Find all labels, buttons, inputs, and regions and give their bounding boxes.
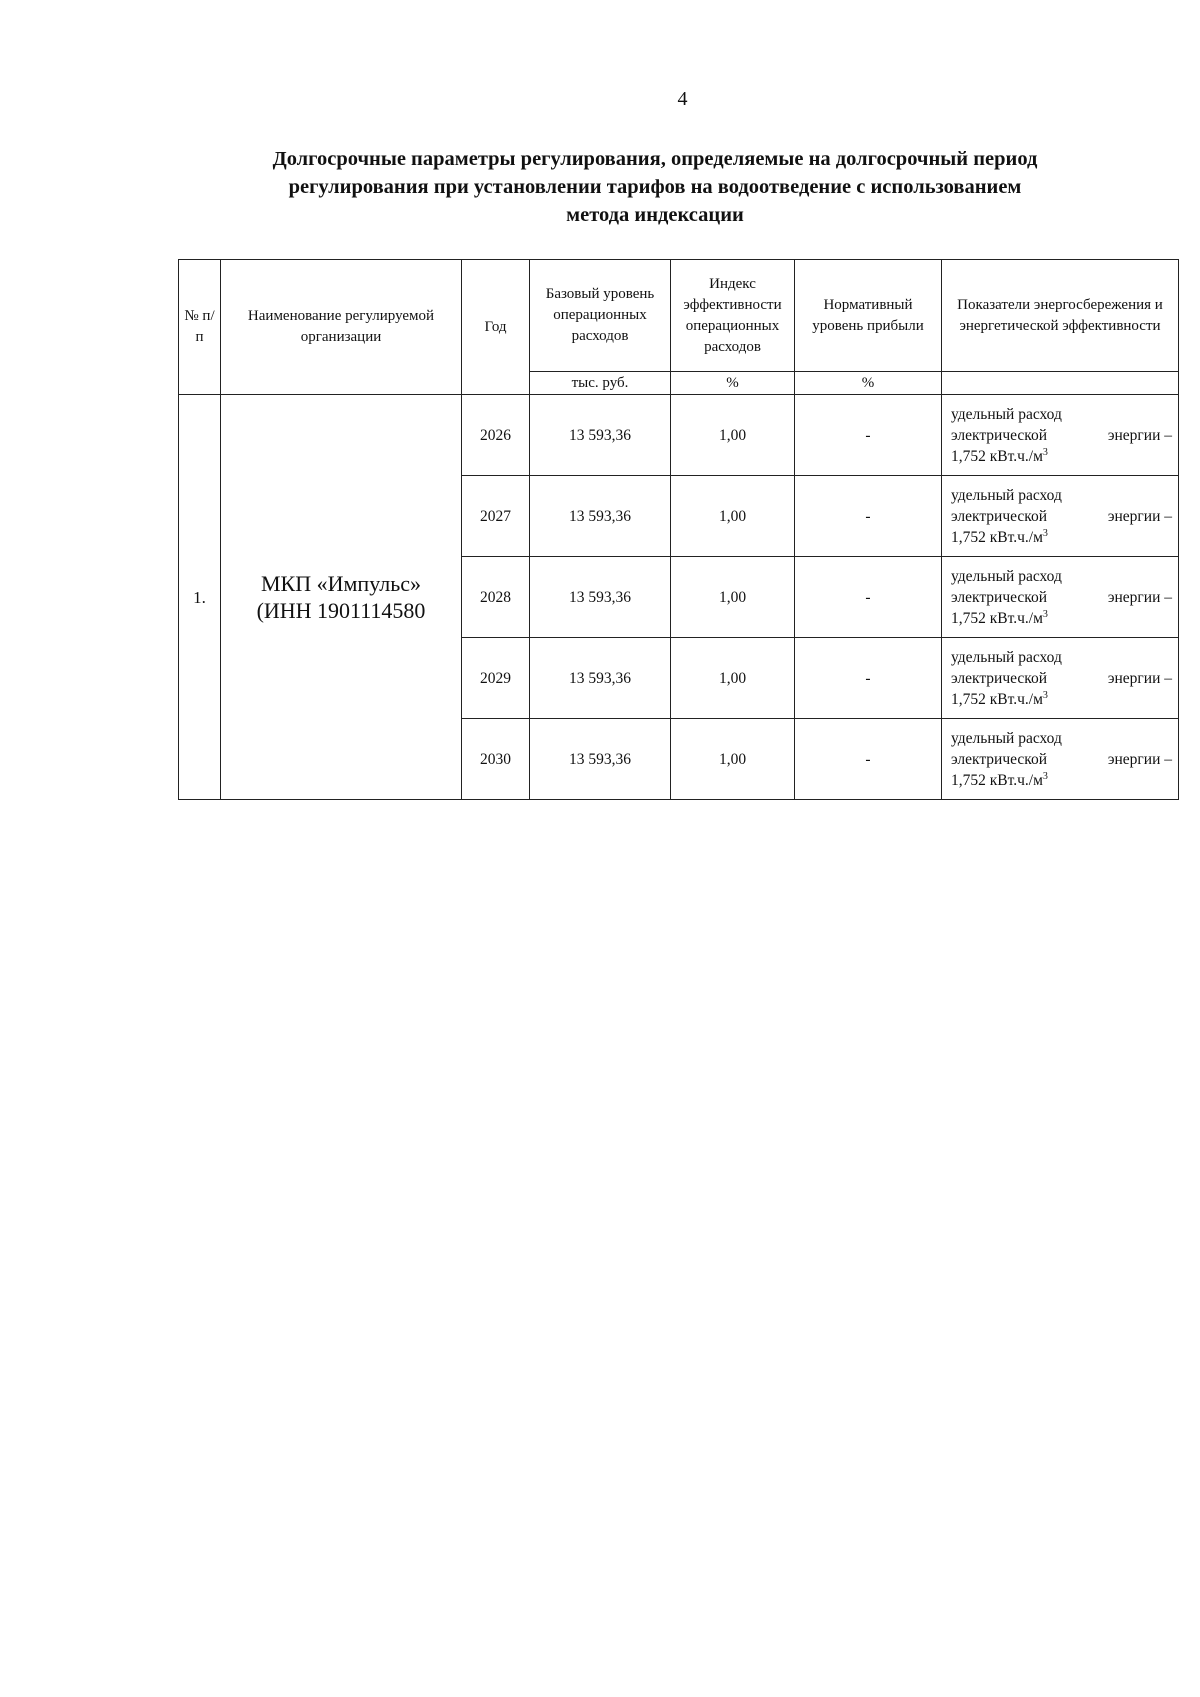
indicator-value-exponent: 3 xyxy=(1042,446,1048,458)
indicator-value-exponent: 3 xyxy=(1042,770,1048,782)
efficiency-index-cell: 1,00 xyxy=(671,719,795,800)
year-cell: 2029 xyxy=(462,638,530,719)
indicator-word: энергии – xyxy=(1107,750,1172,768)
header-profit-level: Нормативный уровень прибыли xyxy=(795,260,942,372)
indicator-line xyxy=(951,425,1172,446)
organization-cell xyxy=(221,395,462,800)
table-header-row xyxy=(179,260,1179,372)
year-cell: 2027 xyxy=(462,476,530,557)
document-title xyxy=(180,145,1130,229)
header-organization: Наименование регулируемой организации xyxy=(221,260,462,395)
efficiency-index-cell: 1,00 xyxy=(671,395,795,476)
energy-indicator-cell xyxy=(942,719,1179,800)
efficiency-index-cell: 1,00 xyxy=(671,638,795,719)
energy-indicator-cell xyxy=(942,395,1179,476)
efficiency-index-cell: 1,00 xyxy=(671,476,795,557)
indicator-word: энергии – xyxy=(1107,507,1172,525)
document-title-line: метода индексации xyxy=(566,204,744,226)
indicator-word: электрической xyxy=(951,669,1048,687)
indicator-value xyxy=(951,770,1172,791)
indicator-word: энергии – xyxy=(1107,669,1172,687)
indicator-word: энергии – xyxy=(1107,426,1172,444)
indicator-line xyxy=(951,506,1172,527)
header-base-opex: Базовый уровень операционных расходов xyxy=(530,260,671,372)
unit-energy-indicators xyxy=(942,372,1179,395)
indicator-value-text: 1,752 кВт.ч./м xyxy=(951,528,1043,546)
document-title-line: Долгосрочные параметры регулирования, определяемые на долгосрочный период xyxy=(272,148,1038,170)
indicator-value-text: 1,752 кВт.ч./м xyxy=(951,771,1043,789)
header-year: Год xyxy=(462,260,530,395)
energy-indicator-cell xyxy=(942,557,1179,638)
indicator-line xyxy=(951,749,1172,770)
indicator-line: удельный расход xyxy=(951,405,1062,423)
profit-level-cell: - xyxy=(795,638,942,719)
base-opex-cell: 13 593,36 xyxy=(530,719,671,800)
year-cell: 2026 xyxy=(462,395,530,476)
unit-profit-level: % xyxy=(795,372,942,395)
table-row xyxy=(179,395,1179,476)
organization-name: МКП «Импульс» xyxy=(260,571,421,596)
year-cell: 2030 xyxy=(462,719,530,800)
regulation-parameters-table xyxy=(178,259,1179,800)
indicator-value-exponent: 3 xyxy=(1042,527,1048,539)
indicator-line: удельный расход xyxy=(951,567,1062,585)
row-number-cell: 1. xyxy=(179,395,221,800)
indicator-word: электрической xyxy=(951,426,1048,444)
document-title-line: регулирования при установлении тарифов на водоотведение с использованием xyxy=(288,176,1022,198)
unit-efficiency-index: % xyxy=(671,372,795,395)
unit-base-opex: тыс. руб. xyxy=(530,372,671,395)
page-number: 4 xyxy=(677,88,688,110)
indicator-word: электрической xyxy=(951,507,1048,525)
indicator-value-text: 1,752 кВт.ч./м xyxy=(951,609,1043,627)
indicator-word: энергии – xyxy=(1107,588,1172,606)
indicator-value-text: 1,752 кВт.ч./м xyxy=(951,447,1043,465)
indicator-value xyxy=(951,446,1172,467)
profit-level-cell: - xyxy=(795,476,942,557)
indicator-line xyxy=(951,587,1172,608)
energy-indicator-cell xyxy=(942,476,1179,557)
profit-level-cell: - xyxy=(795,719,942,800)
indicator-value xyxy=(951,527,1172,548)
base-opex-cell: 13 593,36 xyxy=(530,476,671,557)
profit-level-cell: - xyxy=(795,395,942,476)
profit-level-cell: - xyxy=(795,557,942,638)
header-efficiency-index: Индекс эффективности операционных расходов xyxy=(671,260,795,372)
header-number: № п/ п xyxy=(179,260,221,395)
indicator-value-exponent: 3 xyxy=(1042,608,1048,620)
base-opex-cell: 13 593,36 xyxy=(530,557,671,638)
indicator-value-text: 1,752 кВт.ч./м xyxy=(951,690,1043,708)
organization-inn: (ИНН 1901114580 xyxy=(256,598,426,623)
indicator-word: электрической xyxy=(951,750,1048,768)
indicator-line: удельный расход xyxy=(951,486,1062,504)
efficiency-index-cell: 1,00 xyxy=(671,557,795,638)
indicator-value xyxy=(951,689,1172,710)
indicator-word: электрической xyxy=(951,588,1048,606)
year-cell: 2028 xyxy=(462,557,530,638)
indicator-value-exponent: 3 xyxy=(1042,689,1048,701)
indicator-value xyxy=(951,608,1172,629)
indicator-line xyxy=(951,668,1172,689)
energy-indicator-cell xyxy=(942,638,1179,719)
header-energy-indicators: Показатели энергосбережения и энергетической эффективности xyxy=(942,260,1179,372)
base-opex-cell: 13 593,36 xyxy=(530,395,671,476)
indicator-line: удельный расход xyxy=(951,729,1062,747)
base-opex-cell: 13 593,36 xyxy=(530,638,671,719)
indicator-line: удельный расход xyxy=(951,648,1062,666)
